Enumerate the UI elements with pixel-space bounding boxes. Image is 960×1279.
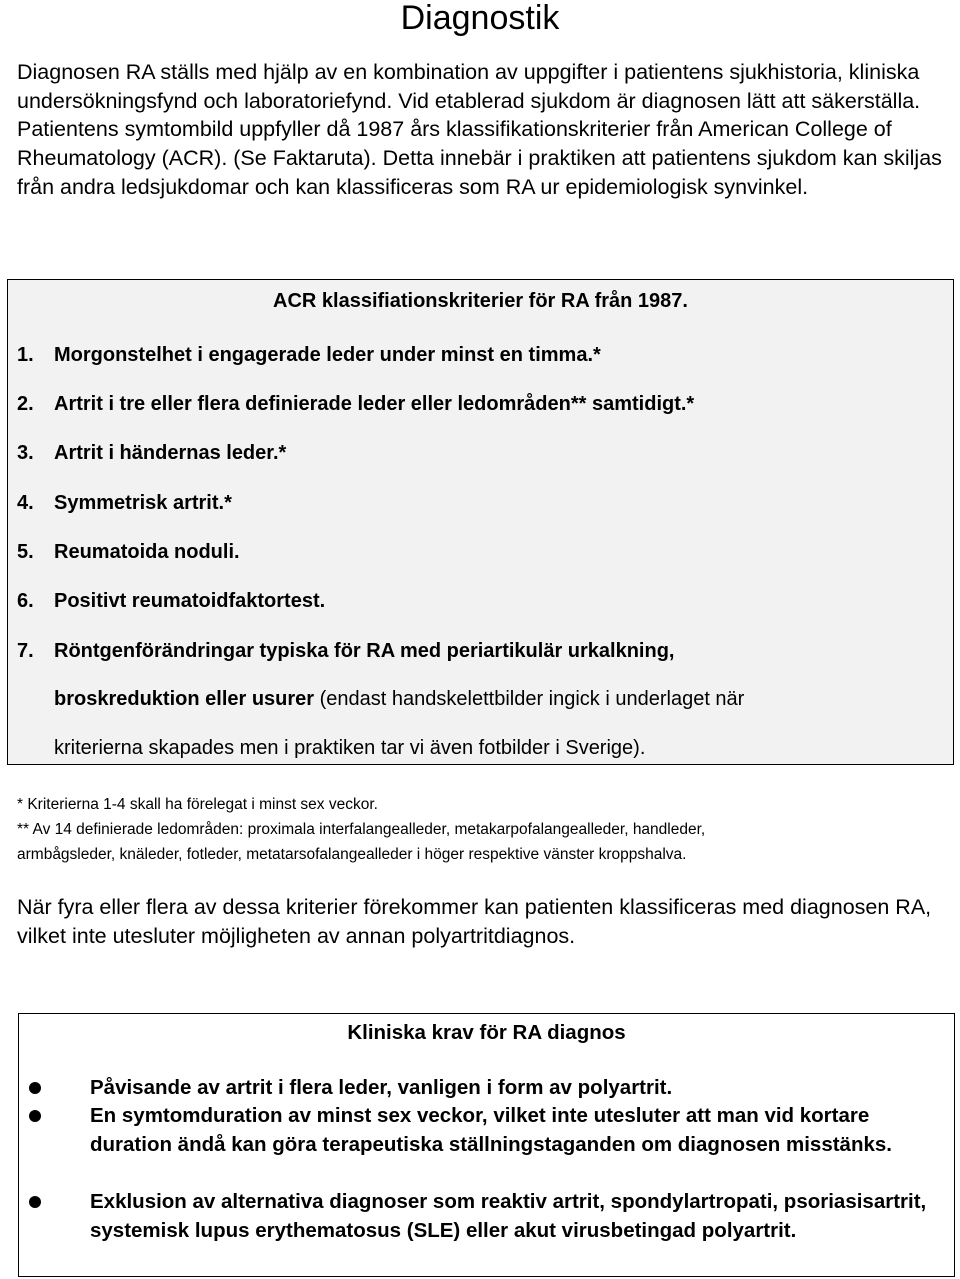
criterion-1 (17, 342, 601, 368)
criterion-text: Röntgenförändringar typiska för RA med periartikulär urkalkning, (54, 640, 675, 662)
bullet-icon (29, 1196, 41, 1208)
criterion-number: 5. (17, 541, 34, 563)
criterion-5 (17, 539, 240, 565)
criterion-text: Symmetrisk artrit.* (54, 492, 232, 514)
criterion-text: Artrit i tre eller flera definierade leder eller ledområden** samtidigt.* (54, 393, 695, 415)
criterion-3 (17, 440, 286, 466)
criterion-text-normal: (endast handskelettbilder ingick i underlaget när (314, 688, 745, 710)
criterion-text-bold: broskreduktion eller usurer (54, 688, 315, 710)
criterion-2 (17, 391, 694, 417)
criterion-7-continuation (54, 686, 744, 712)
criterion-7 (17, 638, 674, 664)
bullet-icon (29, 1110, 41, 1122)
criterion-4 (17, 490, 232, 516)
criterion-text: Morgonstelhet i engagerade leder under minst en timma.* (54, 344, 601, 366)
clinical-requirements-box (18, 1013, 955, 1277)
criterion-6 (17, 588, 325, 614)
conclusion-paragraph: När fyra eller flera av dessa kriterier förekommer kan patienten klassificeras med diagnosen RA, vilket inte utesluter möjligheten av annan polyartritdiagnos. (17, 895, 932, 948)
requirement-item: Påvisande av artrit i flera leder, vanligen i form av polyartrit. (90, 1076, 673, 1099)
acr-criteria-title: ACR klassifiationskriterier för RA från 1987. (273, 290, 688, 312)
criterion-7-continuation-2: kriterierna skapades men i praktiken tar vi även fotbilder i Sverige). (54, 737, 646, 759)
criterion-number: 7. (17, 640, 34, 662)
criterion-text: Reumatoida noduli. (54, 541, 240, 563)
footnote-1: * Kriterierna 1-4 skall ha förelegat i minst sex veckor. (17, 796, 378, 813)
footnote-2-line-2: armbågsleder, knäleder, fotleder, metatarsofalangealleder i höger respektive vänster kroppshalva. (17, 846, 687, 863)
criterion-number: 6. (17, 590, 34, 612)
requirement-item: En symtomduration av minst sex veckor, vilket inte utesluter att man vid kortare duration ändå kan göra terapeutiska ställningstaganden om diagnosen misstänks. (90, 1104, 892, 1156)
criterion-number: 4. (17, 492, 34, 514)
criterion-text: Artrit i händernas leder.* (54, 442, 287, 464)
footnote-2-line-1: ** Av 14 definierade ledområden: proximala interfalangealleder, metakarpofalangealleder, handleder, (17, 821, 706, 838)
bullet-icon (29, 1082, 41, 1094)
clinical-requirements-title: Kliniska krav för RA diagnos (347, 1021, 626, 1044)
page-title: Diagnostik (400, 0, 560, 37)
acr-criteria-box (7, 279, 954, 765)
requirement-item: Exklusion av alternativa diagnoser som reaktiv artrit, spondylartropati, psoriasisartrit, systemisk lupus erythematosus (SLE) eller akut virusbetingad polyartrit. (90, 1190, 927, 1242)
criterion-number: 1. (17, 344, 34, 366)
criterion-text: Positivt reumatoidfaktortest. (54, 590, 326, 612)
criterion-number: 3. (17, 442, 34, 464)
intro-paragraph: Diagnosen RA ställs med hjälp av en kombination av uppgifter i patientens sjukhistoria, kliniska undersökningsfynd och laboratoriefynd. Vid etablerad sjukdom är diagnosen lätt att säkerställa. Patientens symtombild uppfyller då 1987 års klassifikationskriterier från American College of Rheumatology (ACR). (Se Faktaruta). Detta innebär i praktiken att patientens sjukdom kan skiljas från andra ledsjukdomar och kan klassificeras som RA ur epidemiologisk synvinkel. (17, 60, 942, 199)
criterion-number: 2. (17, 393, 34, 415)
